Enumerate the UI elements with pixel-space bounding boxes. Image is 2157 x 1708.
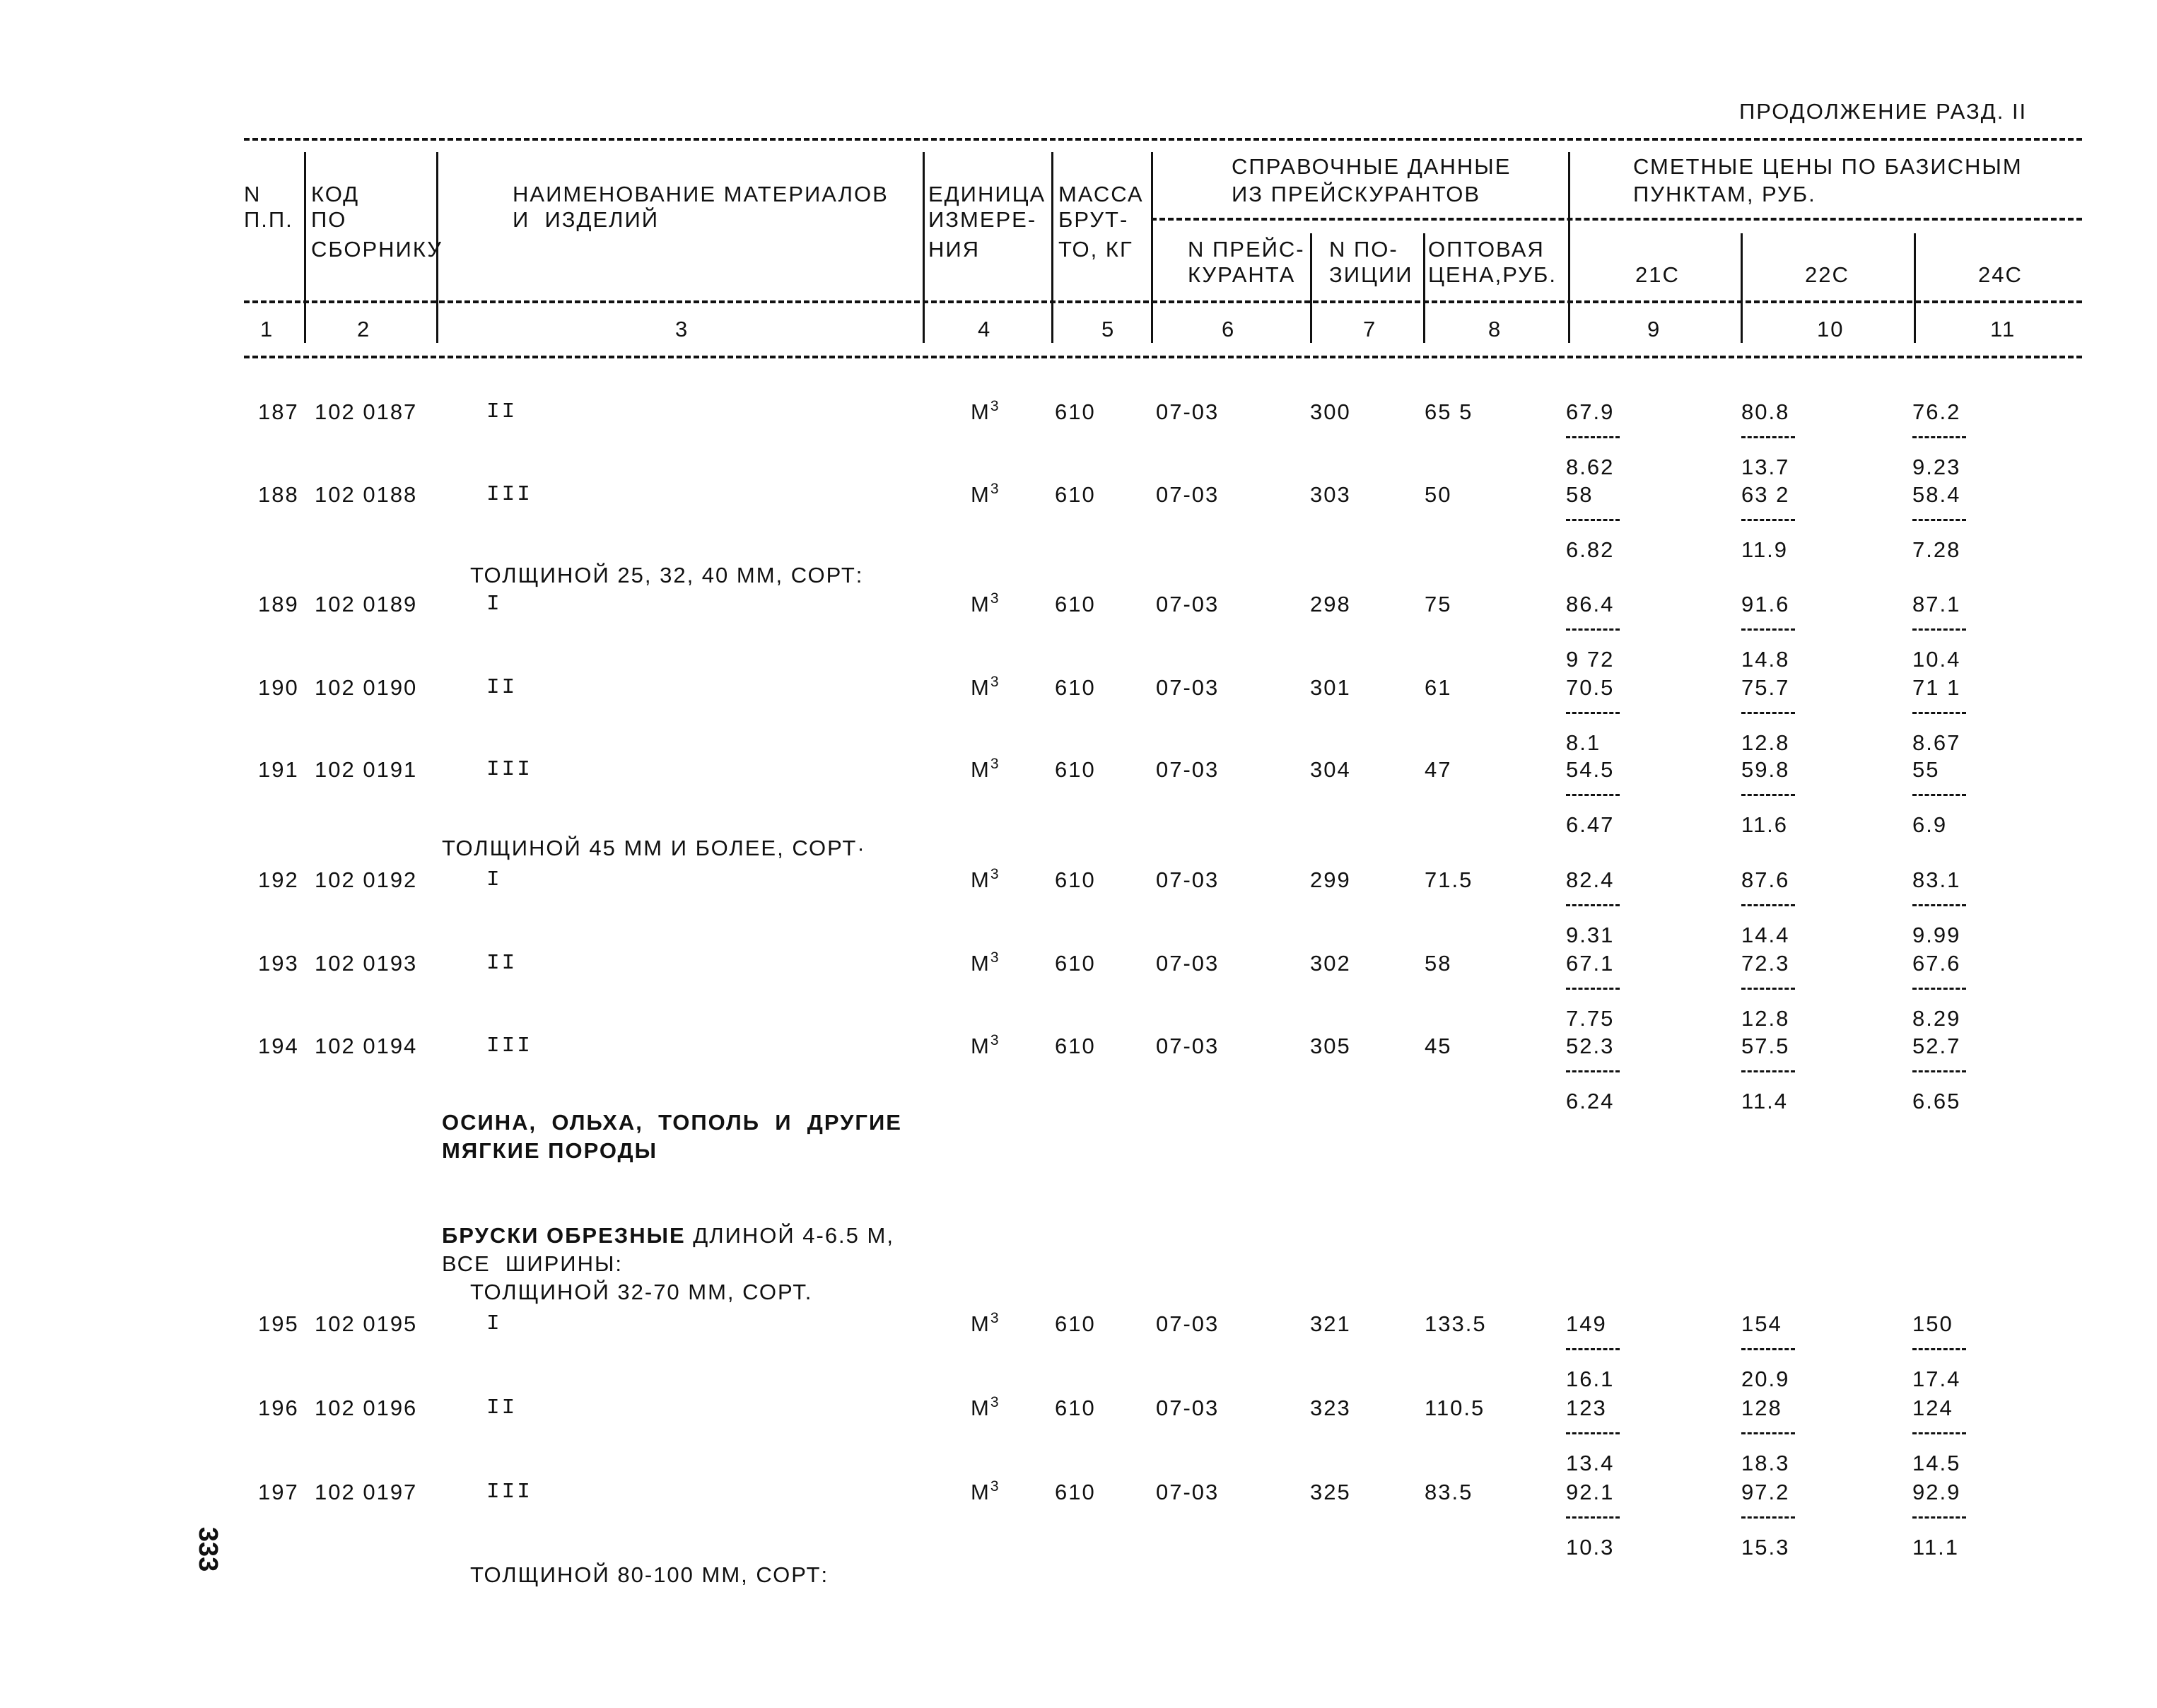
row-unit-text: М — [971, 867, 990, 892]
fraction-separator — [1912, 1516, 1966, 1519]
price-24c-part: 9.23 — [1912, 455, 1961, 479]
price-24c-total: 55 — [1912, 757, 1940, 782]
fraction-separator — [1566, 1432, 1620, 1434]
price-21c-total: 123 — [1566, 1396, 1607, 1420]
price-24c-total: 52.7 — [1912, 1034, 1961, 1058]
row-wholesale-price: 58 — [1425, 951, 1452, 976]
row-number: 191 — [258, 757, 299, 782]
hdr-c3-a: НАИМЕНОВАНИЕ МАТЕРИАЛОВ — [513, 182, 889, 206]
price-24c-part: 8.29 — [1912, 1006, 1961, 1031]
row-unit-text: М — [971, 1396, 990, 1420]
subhead-thick-45: ТОЛЩИНОЙ 45 ММ И БОЛЕЕ, СОРТ· — [442, 836, 866, 860]
col-num-10: 10 — [1817, 317, 1845, 341]
price-24c-part: 6.65 — [1912, 1089, 1961, 1113]
price-24c-part: 10.4 — [1912, 647, 1961, 672]
price-22c-total: 57.5 — [1741, 1034, 1790, 1058]
price-21c-part: 16.1 — [1566, 1367, 1615, 1391]
row-pricelist: 07-03 — [1156, 757, 1220, 782]
fraction-separator — [1741, 436, 1795, 438]
row-unit-text: М — [971, 1034, 990, 1058]
hdr-c4-a: ЕДИНИЦА — [928, 182, 1046, 206]
row-pricelist: 07-03 — [1156, 399, 1220, 424]
row-code: 102 0193 — [315, 951, 418, 976]
row-unit — [971, 1311, 1000, 1337]
row-code: 102 0196 — [315, 1396, 418, 1420]
header-bottom-rule — [244, 356, 2082, 358]
fraction-separator — [1566, 794, 1620, 796]
col-num-1: 1 — [260, 317, 274, 341]
hdr-c2-c: СБОРНИКУ — [311, 237, 443, 262]
price-21c-total: 86.4 — [1566, 592, 1615, 616]
subhead-thick-80: ТОЛЩИНОЙ 80-100 ММ, СОРТ: — [470, 1562, 829, 1587]
price-21c-total: 82.4 — [1566, 867, 1615, 892]
row-wholesale-price: 61 — [1425, 675, 1452, 700]
row-code: 102 0197 — [315, 1480, 418, 1504]
row-position: 298 — [1310, 592, 1351, 616]
row-number: 192 — [258, 867, 299, 892]
fraction-separator — [1912, 628, 1966, 631]
col-num-7: 7 — [1363, 317, 1377, 341]
hdr-c7-a: N ПО- — [1329, 237, 1398, 262]
subhead-species-1: ОСИНА, ОЛЬХА, ТОПОЛЬ И ДРУГИЕ — [442, 1110, 902, 1135]
hdr-c8-a: ОПТОВАЯ — [1428, 237, 1545, 262]
price-22c-total: 75.7 — [1741, 675, 1790, 700]
row-unit-sup: 3 — [990, 1032, 1000, 1048]
row-number: 187 — [258, 399, 299, 424]
row-wholesale-price: 45 — [1425, 1034, 1452, 1058]
fraction-separator — [1566, 1070, 1620, 1072]
row-unit-text: М — [971, 482, 990, 507]
row-unit-sup: 3 — [990, 398, 1000, 414]
row-name: I — [486, 592, 502, 616]
row-position: 304 — [1310, 757, 1351, 782]
price-24c-total: 67.6 — [1912, 951, 1961, 976]
price-22c-part: 18.3 — [1741, 1451, 1790, 1475]
hdr-c2-a: КОД — [311, 182, 360, 206]
fraction-separator — [1741, 1070, 1795, 1072]
price-22c-total: 80.8 — [1741, 399, 1790, 424]
row-number: 195 — [258, 1311, 299, 1336]
price-22c-part: 11.9 — [1741, 537, 1789, 562]
price-22c-part: 14.8 — [1741, 647, 1790, 672]
continuation-label: ПРОДОЛЖЕНИЕ РАЗД. II — [1739, 99, 2028, 124]
fraction-separator — [1566, 988, 1620, 990]
row-wholesale-price: 71.5 — [1425, 867, 1473, 892]
fraction-separator — [1912, 988, 1966, 990]
row-mass: 610 — [1055, 951, 1096, 976]
row-name: III — [486, 482, 532, 507]
row-number: 197 — [258, 1480, 299, 1504]
price-21c-total: 70.5 — [1566, 675, 1615, 700]
row-position: 300 — [1310, 399, 1351, 424]
fraction-separator — [1566, 1348, 1620, 1350]
price-24c-total: 87.1 — [1912, 592, 1961, 616]
row-mass: 610 — [1055, 867, 1096, 892]
fraction-separator — [1566, 436, 1620, 438]
price-22c-total: 59.8 — [1741, 757, 1790, 782]
fraction-separator — [1912, 519, 1966, 521]
row-position: 323 — [1310, 1396, 1351, 1420]
fraction-separator — [1912, 1348, 1966, 1350]
fraction-separator — [1741, 628, 1795, 631]
fraction-separator — [1912, 436, 1966, 438]
row-number: 193 — [258, 951, 299, 976]
fraction-separator — [1741, 1348, 1795, 1350]
fraction-separator — [1741, 988, 1795, 990]
fraction-separator — [1912, 1070, 1966, 1072]
hdr-c1-b: П.П. — [244, 207, 293, 232]
row-code: 102 0192 — [315, 867, 418, 892]
price-24c-total: 150 — [1912, 1311, 1953, 1336]
col-num-9: 9 — [1647, 317, 1661, 341]
row-wholesale-price: 75 — [1425, 592, 1452, 616]
row-number: 188 — [258, 482, 299, 507]
row-number: 194 — [258, 1034, 299, 1058]
row-pricelist: 07-03 — [1156, 1034, 1220, 1058]
header-top-rule — [244, 138, 2082, 141]
row-unit-text: М — [971, 675, 990, 700]
price-21c-part: 8.1 — [1566, 730, 1601, 755]
hdr-c9: 21С — [1635, 262, 1680, 287]
price-24c-total: 124 — [1912, 1396, 1953, 1420]
row-code: 102 0187 — [315, 399, 418, 424]
price-22c-total: 91.6 — [1741, 592, 1790, 616]
row-name: II — [486, 675, 518, 700]
price-22c-total: 97.2 — [1741, 1480, 1790, 1504]
price-22c-part: 12.8 — [1741, 730, 1790, 755]
row-pricelist: 07-03 — [1156, 675, 1220, 700]
price-24c-total: 71 1 — [1912, 675, 1961, 700]
row-unit-sup: 3 — [990, 949, 1000, 966]
price-21c-total: 67.1 — [1566, 951, 1615, 976]
col-num-6: 6 — [1222, 317, 1236, 341]
price-21c-part: 8.62 — [1566, 455, 1615, 479]
price-24c-part: 17.4 — [1912, 1367, 1961, 1391]
hdr-c10: 22С — [1805, 262, 1849, 287]
row-position: 305 — [1310, 1034, 1351, 1058]
hdr-c4-b: ИЗМЕРЕ- — [928, 207, 1037, 232]
hdr-c6-a: N ПРЕЙС- — [1188, 237, 1305, 262]
row-unit-sup: 3 — [990, 866, 1000, 882]
row-name: III — [486, 1480, 532, 1504]
row-unit — [971, 1396, 1000, 1421]
price-24c-part: 14.5 — [1912, 1451, 1961, 1475]
row-unit — [971, 482, 1000, 508]
fraction-separator — [1566, 519, 1620, 521]
col-sep-10 — [1914, 233, 1916, 343]
row-wholesale-price: 83.5 — [1425, 1480, 1473, 1504]
price-24c-total: 58.4 — [1912, 482, 1961, 507]
row-unit — [971, 757, 1000, 783]
price-22c-part: 15.3 — [1741, 1535, 1790, 1560]
row-mass: 610 — [1055, 1396, 1096, 1420]
price-22c-part: 14.4 — [1741, 923, 1790, 947]
price-24c-part: 7.28 — [1912, 537, 1961, 562]
row-name: I — [486, 867, 502, 892]
hdr-c5-a: МАССА — [1058, 182, 1144, 206]
hdr-c7-b: ЗИЦИИ — [1329, 262, 1413, 287]
row-unit-sup: 3 — [990, 1310, 1000, 1326]
row-pricelist: 07-03 — [1156, 482, 1220, 507]
row-mass: 610 — [1055, 482, 1096, 507]
fraction-separator — [1741, 904, 1795, 906]
row-mass: 610 — [1055, 1034, 1096, 1058]
price-22c-part: 11.6 — [1741, 812, 1789, 837]
price-22c-part: 12.8 — [1741, 1006, 1790, 1031]
row-code: 102 0190 — [315, 675, 418, 700]
row-position: 325 — [1310, 1480, 1351, 1504]
price-21c-part: 10.3 — [1566, 1535, 1615, 1560]
row-position: 303 — [1310, 482, 1351, 507]
hdr-c8-b: ЦЕНА,РУБ. — [1428, 262, 1557, 287]
subhead-all-widths: ВСЕ ШИРИНЫ: — [442, 1251, 624, 1276]
row-unit — [971, 675, 1000, 701]
row-mass: 610 — [1055, 399, 1096, 424]
row-code: 102 0194 — [315, 1034, 418, 1058]
hdr-ref-b: ИЗ ПРЕЙСКУРАНТОВ — [1232, 182, 1481, 206]
price-24c-total: 76.2 — [1912, 399, 1961, 424]
row-unit-sup: 3 — [990, 1478, 1000, 1494]
row-position: 301 — [1310, 675, 1351, 700]
fraction-separator — [1566, 628, 1620, 631]
fraction-separator — [1741, 794, 1795, 796]
col-sep-7 — [1423, 233, 1425, 343]
row-unit-sup: 3 — [990, 756, 1000, 772]
subhead-bars-rest: ДЛИНОЙ 4-6.5 М, — [685, 1223, 894, 1248]
row-mass: 610 — [1055, 1311, 1096, 1336]
row-unit-text: М — [971, 592, 990, 616]
price-21c-part: 9.31 — [1566, 923, 1615, 947]
price-21c-part: 7.75 — [1566, 1006, 1615, 1031]
subhead-thick-25: ТОЛЩИНОЙ 25, 32, 40 ММ, СОРТ: — [470, 563, 864, 587]
hdr-c11: 24С — [1978, 262, 2023, 287]
hdr-c1-a: N — [244, 182, 262, 206]
fraction-separator — [1741, 712, 1795, 714]
hdr-c5-b: БРУТ- — [1058, 207, 1129, 232]
ref-sub-rule — [1151, 218, 2082, 221]
subhead-species-2: МЯГКИЕ ПОРОДЫ — [442, 1138, 657, 1163]
row-unit — [971, 867, 1000, 893]
price-24c-total: 83.1 — [1912, 867, 1961, 892]
fraction-separator — [1912, 712, 1966, 714]
row-pricelist: 07-03 — [1156, 951, 1220, 976]
fraction-separator — [1741, 519, 1795, 521]
price-21c-total: 54.5 — [1566, 757, 1615, 782]
col-sep-4 — [1051, 152, 1053, 343]
row-position: 299 — [1310, 867, 1351, 892]
col-num-4: 4 — [978, 317, 992, 341]
fraction-separator — [1912, 1432, 1966, 1434]
row-name: III — [486, 757, 532, 782]
row-code: 102 0195 — [315, 1311, 418, 1336]
row-wholesale-price: 50 — [1425, 482, 1452, 507]
hdr-prices-b: ПУНКТАМ, РУБ. — [1633, 182, 1816, 206]
price-21c-part: 9 72 — [1566, 647, 1615, 672]
hdr-c4-c: НИЯ — [928, 237, 981, 262]
row-unit-sup: 3 — [990, 674, 1000, 690]
col-num-8: 8 — [1488, 317, 1502, 341]
col-num-3: 3 — [675, 317, 689, 341]
row-mass: 610 — [1055, 1480, 1096, 1504]
row-unit — [971, 1480, 1000, 1505]
price-22c-part: 20.9 — [1741, 1367, 1790, 1391]
price-24c-part: 11.1 — [1912, 1535, 1960, 1560]
hdr-ref-a: СПРАВОЧНЫЕ ДАННЫЕ — [1232, 154, 1512, 179]
row-unit-sup: 3 — [990, 590, 1000, 607]
row-name: II — [486, 399, 518, 424]
subhead-thick-32: ТОЛЩИНОЙ 32-70 ММ, СОРТ. — [470, 1280, 813, 1304]
fraction-separator — [1912, 794, 1966, 796]
row-unit-text: М — [971, 757, 990, 782]
price-22c-total: 72.3 — [1741, 951, 1790, 976]
col-sep-9 — [1741, 233, 1743, 343]
fraction-separator — [1566, 712, 1620, 714]
row-pricelist: 07-03 — [1156, 1396, 1220, 1420]
price-22c-total: 154 — [1741, 1311, 1782, 1336]
row-code: 102 0189 — [315, 592, 418, 616]
row-unit — [971, 1034, 1000, 1059]
row-number: 190 — [258, 675, 299, 700]
col-num-5: 5 — [1101, 317, 1116, 341]
subhead-bars — [442, 1223, 894, 1248]
price-21c-total: 58 — [1566, 482, 1594, 507]
hdr-c3-b: И ИЗДЕЛИЙ — [513, 207, 660, 232]
col-sep-8 — [1568, 152, 1570, 343]
row-name: II — [486, 1396, 518, 1420]
price-24c-total: 92.9 — [1912, 1480, 1961, 1504]
row-unit-text: М — [971, 951, 990, 976]
price-24c-part: 8.67 — [1912, 730, 1961, 755]
col-sep-6 — [1310, 233, 1312, 343]
row-mass: 610 — [1055, 757, 1096, 782]
fraction-separator — [1741, 1516, 1795, 1519]
row-name: I — [486, 1311, 502, 1336]
price-22c-part: 13.7 — [1741, 455, 1790, 479]
row-wholesale-price: 47 — [1425, 757, 1452, 782]
fraction-separator — [1741, 1432, 1795, 1434]
price-21c-total: 149 — [1566, 1311, 1607, 1336]
row-pricelist: 07-03 — [1156, 1480, 1220, 1504]
row-unit-text: М — [971, 1311, 990, 1336]
price-24c-part: 6.9 — [1912, 812, 1948, 837]
row-pricelist: 07-03 — [1156, 592, 1220, 616]
price-24c-part: 9.99 — [1912, 923, 1961, 947]
row-code: 102 0191 — [315, 757, 418, 782]
hdr-c6-b: КУРАНТА — [1188, 262, 1296, 287]
row-unit-sup: 3 — [990, 481, 1000, 497]
price-22c-total: 63 2 — [1741, 482, 1790, 507]
price-21c-part: 6.47 — [1566, 812, 1615, 837]
row-pricelist: 07-03 — [1156, 1311, 1220, 1336]
row-pricelist: 07-03 — [1156, 867, 1220, 892]
col-num-11: 11 — [1990, 317, 2016, 341]
row-unit-sup: 3 — [990, 1394, 1000, 1410]
row-position: 302 — [1310, 951, 1351, 976]
row-number: 189 — [258, 592, 299, 616]
row-name: III — [486, 1034, 532, 1058]
col-sep-1 — [304, 152, 306, 343]
row-position: 321 — [1310, 1311, 1351, 1336]
row-unit — [971, 951, 1000, 976]
hdr-c2-b: ПО — [311, 207, 347, 232]
hdr-c5-c: ТО, КГ — [1058, 237, 1133, 262]
row-unit — [971, 399, 1000, 425]
row-unit-text: М — [971, 1480, 990, 1504]
fraction-separator — [1566, 1516, 1620, 1519]
price-21c-total: 67.9 — [1566, 399, 1615, 424]
row-wholesale-price: 65 5 — [1425, 399, 1473, 424]
row-wholesale-price: 133.5 — [1425, 1311, 1487, 1336]
row-unit-text: М — [971, 399, 990, 424]
row-name: II — [486, 951, 518, 976]
subhead-bars-bold: БРУСКИ ОБРЕЗНЫЕ — [442, 1223, 686, 1248]
fraction-separator — [1566, 904, 1620, 906]
price-22c-part: 11.4 — [1741, 1089, 1789, 1113]
col-num-2: 2 — [357, 317, 371, 341]
hdr-prices-a: СМЕТНЫЕ ЦЕНЫ ПО БАЗИСНЫМ — [1633, 154, 2023, 179]
page-number: 333 — [193, 1526, 223, 1572]
row-mass: 610 — [1055, 675, 1096, 700]
row-wholesale-price: 110.5 — [1425, 1396, 1485, 1420]
row-mass: 610 — [1055, 592, 1096, 616]
price-21c-part: 13.4 — [1566, 1451, 1615, 1475]
price-21c-part: 6.24 — [1566, 1089, 1615, 1113]
fraction-separator — [1912, 904, 1966, 906]
row-unit — [971, 592, 1000, 617]
row-number: 196 — [258, 1396, 299, 1420]
price-21c-total: 52.3 — [1566, 1034, 1615, 1058]
header-mid-rule — [244, 300, 2082, 303]
col-sep-5 — [1151, 152, 1153, 343]
price-21c-total: 92.1 — [1566, 1480, 1615, 1504]
price-22c-total: 87.6 — [1741, 867, 1790, 892]
price-22c-total: 128 — [1741, 1396, 1782, 1420]
row-code: 102 0188 — [315, 482, 418, 507]
col-sep-3 — [923, 152, 925, 343]
price-21c-part: 6.82 — [1566, 537, 1615, 562]
